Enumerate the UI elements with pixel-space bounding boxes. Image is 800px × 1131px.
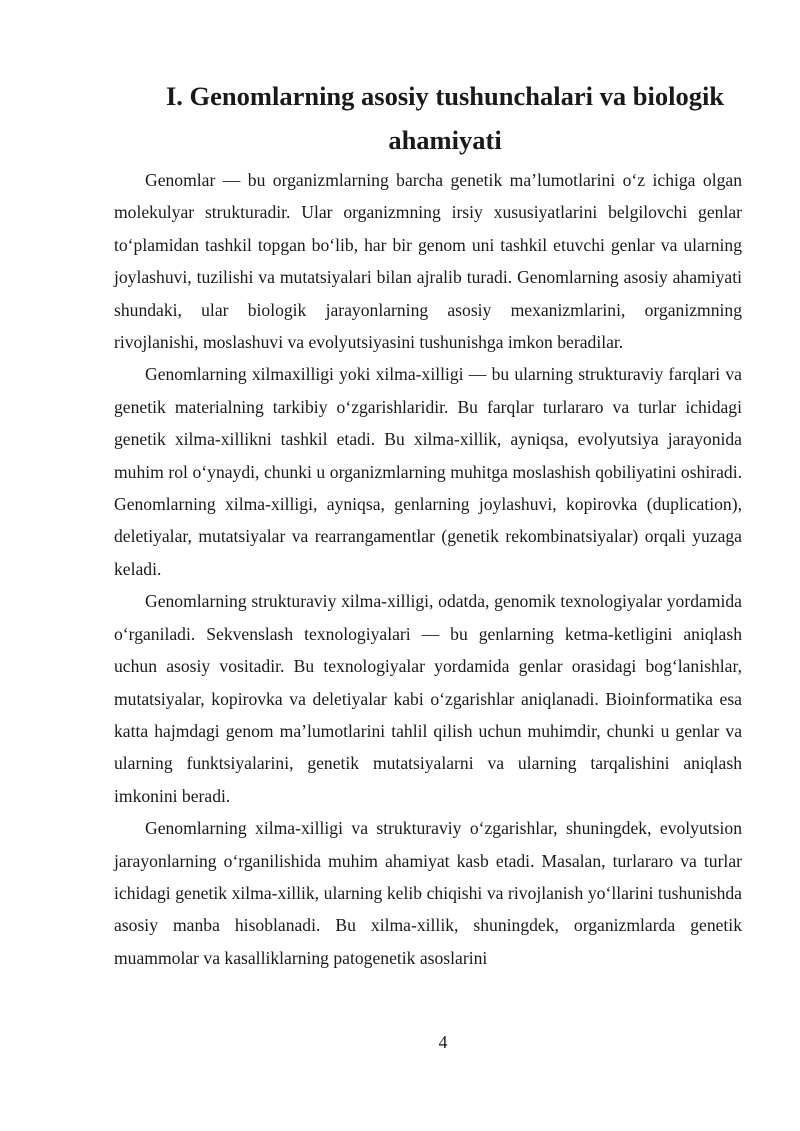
paragraph-4: Genomlarning xilma-xilligi va strukturaviy oʻzgarishlar, shuningdek, evolyutsion jarayonlarning oʻrganilishida muhim ahamiyat kasb etadi. Masalan, turlararo va turlar ichidagi genetik xilma-xillik, ularning kelib chiqishi va rivojlanish yoʻllarini tushunishda asosiy manba hisoblanadi. Bu xilma-xillik, shuningdek, organizmlarda genetik muammolar va kasalliklarning patogenetik asoslarini: [114, 818, 742, 968]
section-title: I. Genomlarning asosiy tushunchalari va biologik ahamiyati: [165, 81, 725, 155]
paragraph-2: Genomlarning xilmaxilligi yoki xilma-xilligi — bu ularning strukturaviy farqlari va genetik materialning tarkibiy oʻzgarishlaridir. Bu farqlar turlararo va turlar ichidagi genetik xilma-xillikni tashkil etadi. Bu xilma-xillik, ayniqsa, evolyutsiya jarayonida muhim rol oʻynaydi, chunki u organizmlarning muhitga moslashish qobiliyatini oshiradi. Genomlarning xilma-xilligi, ayniqsa, genlarning joylashuvi, kopirovka (duplication), deletiyalar, mutatsiyalar va rearrangamentlar (genetik rekombinatsiyalar) orqali yuzaga keladi.: [114, 364, 742, 579]
paragraph-3: Genomlarning strukturaviy xilma-xilligi, odatda, genomik texnologiyalar yordamida oʻrganiladi. Sekvenslash texnologiyalari — bu genlarning ketma-ketligini aniqlash uchun asosiy vositadir. Bu texnologiyalar yordamida genlar orasidagi bogʻlanishlar, mutatsiyalar, kopirovka va deletiyalar kabi oʻzgarishlar aniqlanadi. Bioinformatika esa katta hajmdagi genom maʼlumotlarini tahlil qilish uchun muhimdir, chunki u genlar va ularning funktsiyalarini, genetik mutatsiyalarni va ularning tarqalishini aniqlash imkonini beradi.: [114, 591, 742, 806]
body-text: [114, 164, 742, 974]
page-number: 4: [438, 1032, 448, 1052]
paragraph-1: Genomlar — bu organizmlarning barcha genetik maʼlumotlarini oʻz ichiga olgan molekulyar strukturadir. Ular organizmning irsiy xususiyatlarini belgilovchi genlar toʻplamidan tashkil topgan boʻlib, har bir genom uni tashkil etuvchi genlar va ularning joylashuvi, tuzilishi va mutatsiyalari bilan ajralib turadi. Genomlarning asosiy ahamiyati shundaki, ular biologik jarayonlarning asosiy mexanizmlarini, organizmning rivojlanishi, moslashuvi va evolyutsiyasini tushunishga imkon beradilar.: [114, 170, 742, 353]
